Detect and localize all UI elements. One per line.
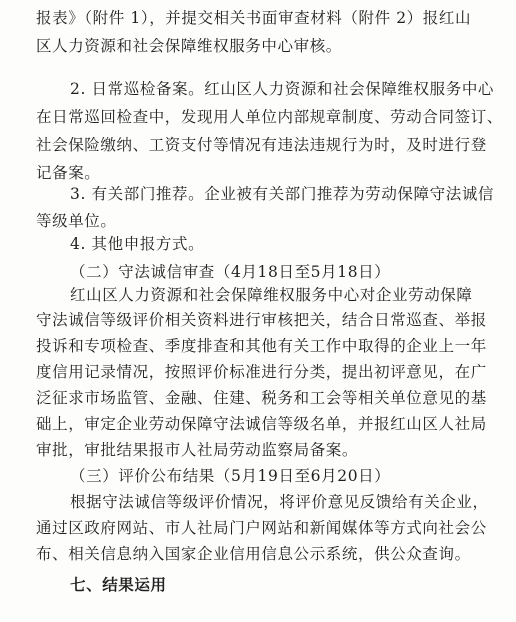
text-line: 础上，审定企业劳动保障守法诚信等级名单，并报红山区人社局 bbox=[36, 415, 487, 433]
text-line: 审批，审批结果报市人社局劳动监察局备案。 bbox=[36, 441, 359, 459]
text-line: 3. 有关部门推荐。企业被有关部门推荐为劳动保障守法诚信 bbox=[70, 185, 495, 203]
text-line: 2. 日常巡检备案。红山区人力资源和社会保障维权服务中心 bbox=[70, 80, 495, 98]
text-line: 布、相关信息纳入国家企业信用信息公示系统，供公众查询。 bbox=[36, 545, 471, 563]
text-line: 等级单位。 bbox=[36, 212, 117, 230]
text-line: 根据守法诚信等级评价情况，将评价意见反馈给有关企业， bbox=[70, 493, 489, 511]
text-line: 守法诚信等级评价相关资料进行审核把关，结合日常巡查、举报 bbox=[36, 311, 487, 329]
section-heading: （二）守法诚信审查（4月18日至5月18日） bbox=[70, 263, 391, 281]
text-line: 泛征求市场监管、金融、住建、税务和工会等相关单位意见的基 bbox=[36, 389, 487, 407]
text-line: 区人力资源和社会保障维权服务中心审核。 bbox=[36, 37, 342, 55]
text-line: 报表》（附件 1），并提交相关书面审查材料（附件 2）报红山 bbox=[36, 9, 472, 27]
text-line: 社会保险缴纳、工资支付等情况有违法违规行为时，及时进行登 bbox=[36, 136, 487, 154]
chapter-heading: 七、结果运用 bbox=[70, 576, 167, 594]
text-line: 度信用记录情况，按照评价标准进行分类，提出初评意见，在广 bbox=[36, 363, 487, 381]
section-heading: （三）评价公布结果（5月19日至6月20日） bbox=[70, 467, 391, 485]
text-line: 记备案。 bbox=[36, 164, 101, 182]
text-line: 4. 其他申报方式。 bbox=[70, 235, 205, 253]
text-line: 投诉和专项检查、季度排查和其他有关工作中取得的企业上一年 bbox=[36, 337, 487, 355]
text-line: 在日常巡回检查中，发现用人单位内部规章制度、劳动合同签订、 bbox=[36, 108, 503, 126]
text-line: 通过区政府网站、市人社局门户网站和新闻媒体等方式向社会公 bbox=[36, 519, 487, 537]
text-line: 红山区人力资源和社会保障维权服务中心对企业劳动保障 bbox=[70, 286, 473, 304]
